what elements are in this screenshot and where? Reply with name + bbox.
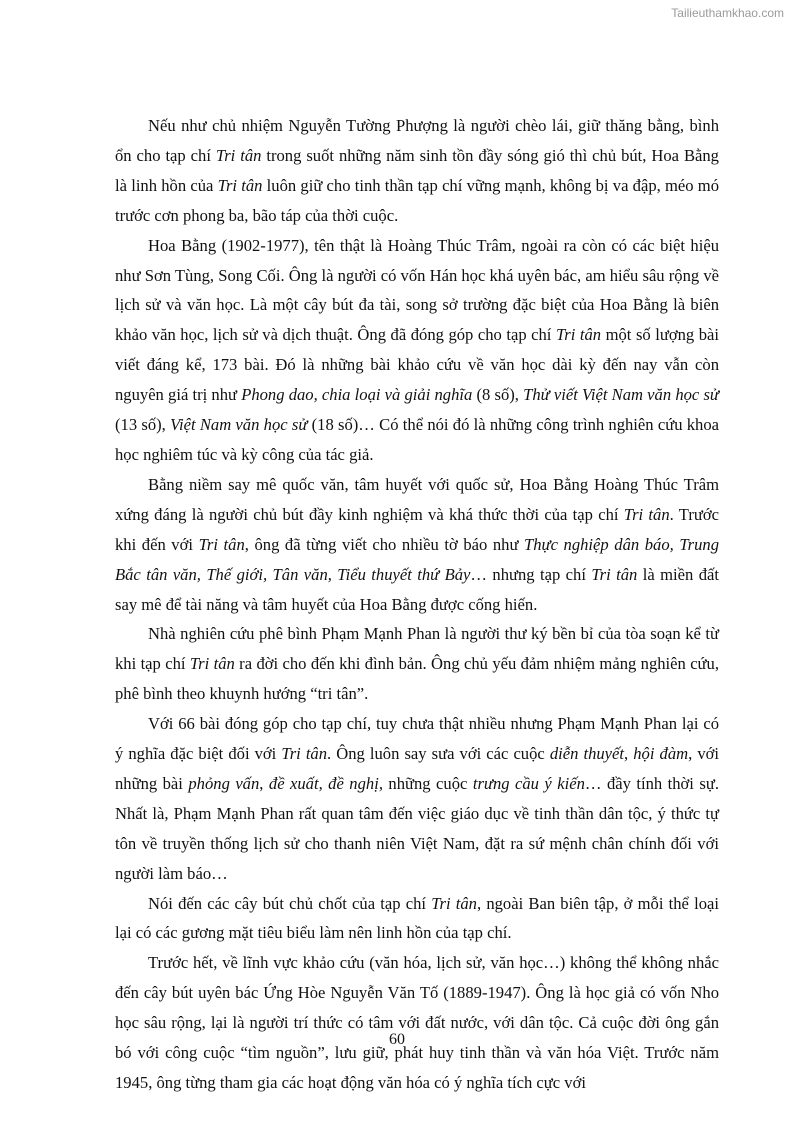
text-run: Nhà nghiên cứu phê bình Phạm Mạnh Phan là người thư ký bền bỉ của tòa soạn kể từ khi tạp chí [115,624,719,674]
text-run: , ngoài Ban biên tập, ở mỗi thể loại lại có các gương mặt tiêu biểu làm nên linh hồn của tạp chí. [115,893,719,943]
text-run: Với 66 bài đóng góp cho tạp chí, tuy chưa thật nhiều nhưng Phạm Mạnh Phan lại có ý nghĩa đặc biệt đối với [115,714,719,764]
italic-text: đề xuất, đề nghị [268,773,379,793]
text-run: … nhưng tạp chí [470,564,592,584]
text-run: , những cuộc [378,773,473,793]
text-run: … đầy tính thời sự. Nhất là, Phạm Mạnh Phan rất quan tâm đến việc giáo dục về tinh thần dân tộc, ý thức tự tôn về truyền thống lịch sử cho thanh niên Việt Nam, đặt ra sứ mệnh chân chính đối với người làm báo… [115,773,719,883]
text-run: Hoa Bằng (1902-1977), tên thật là Hoàng Thúc Trâm, ngoài ra còn có các biệt hiệu như Sơn Tùng, Song Cối. Ông là người có vốn Hán học khá uyên bác, am hiểu sâu rộng về lịch sử và văn học. Là một cây bút đa tài, song sở trường đặc biệt của Hoa Bằng là biên khảo văn học, lịch sử và dịch thuật. Ông đã đóng góp cho tạp chí [115,235,719,345]
italic-text: Tri tân [215,145,262,165]
italic-text: Tri tân [217,175,263,195]
paragraph [115,231,719,470]
text-run: Nếu như chủ nhiệm Nguyễn Tường Phượng là người chèo lái, giữ thăng bằng, bình ổn cho tạp chí [115,116,719,165]
italic-text: Tri tân [623,504,670,524]
italic-text: diễn thuyết [549,744,625,764]
text-run: Bằng niềm say mê quốc văn, tâm huyết với quốc sử, Hoa Bằng Hoàng Thúc Trâm xứng đáng là người chủ bút đầy kinh nghiệm và khá thức thời của tạp chí [115,474,719,524]
text-run: (13 số), [115,415,171,435]
text-run: , [624,744,634,764]
italic-text: trưng cầu ý kiến [472,773,585,793]
italic-text: Việt Nam văn học sử [170,415,308,435]
italic-text: Thực nghiệp dân báo, Trung Bắc tân văn, Thế giới, Tân văn, Tiểu thuyết thứ Bảy [115,534,720,584]
text-run: ra đời cho đến khi đình bản. Ông chủ yếu đảm nhiệm mảng nghiên cứu, phê bình theo khuynh hướng “tri tân”. [115,654,719,704]
paragraph [115,889,719,949]
text-run: Nói đến các cây bút chủ chốt của tạp chí [148,893,432,913]
text-run: một số lượng bài viết đáng kể, 173 bài. Đó là những bài khảo cứu về văn học dài kỳ đến nay vẫn còn nguyên giá trị như [115,325,720,405]
italic-text: Phong dao, chia loại và giải nghĩa [241,385,473,405]
page-body [115,111,719,1098]
text-run: , ông đã từng viết cho nhiều tờ báo như [244,534,525,554]
paragraph [115,111,719,231]
text-run: . Ông luôn say sưa với các cuộc [327,744,550,764]
paragraph [115,470,719,620]
italic-text: Thử viết Việt Nam văn học sử [523,385,719,405]
italic-text: Tri tân [431,893,477,913]
paragraph [115,709,719,888]
watermark: Tailieuthamkhao.com [671,6,784,20]
italic-text: Tri tân [555,325,602,345]
text-run: , với những bài [115,744,720,793]
text-run: luôn giữ cho tinh thần tạp chí vững mạnh, không bị va đập, méo mó trước cơn phong ba, bão táp của thời cuộc. [115,175,719,225]
italic-text: Tri tân [189,654,235,674]
page-number: 60 [389,1031,405,1048]
italic-text: Tri tân [281,744,328,764]
text-run: (8 số), [472,385,524,405]
text-run: Trước hết, về lĩnh vực khảo cứu (văn hóa, lịch sử, văn học…) không thể không nhắc đến cây bút uyên bác Ứng Hòe Nguyễn Văn Tố (1889-1947). Ông là học giả có vốn Nho học sâu rộng, lại là người trí thức có tâm với đất nước, với dân tộc. Cả cuộc đời ông gắn bó với công cuộc “tìm nguồn”, lưu giữ, phát huy tinh thần và văn hóa Việt. Trước năm 1945, ông từng tham gia các hoạt động văn hóa có ý nghĩa tích cực với [115,953,719,1092]
paragraph [115,948,719,1098]
text-run: , [259,773,269,793]
italic-text: phỏng vấn [188,773,260,793]
italic-text: Tri tân [198,534,245,554]
text-run: (18 số)… Có thể nói đó là những công trình nghiên cứu khoa học nghiêm túc và kỳ công của tác giả. [115,415,720,464]
paragraph [115,619,719,709]
text-run: trong suốt những năm sinh tồn đầy sóng gió thì chủ bút, Hoa Bằng là linh hồn của [115,145,719,195]
text-run: là miền đất say mê để tài năng và tâm huyết của Hoa Bằng được cống hiến. [115,564,720,614]
italic-text: hội đàm [633,744,689,764]
italic-text: Tri tân [591,564,638,584]
text-run: . Trước khi đến với [115,504,719,554]
